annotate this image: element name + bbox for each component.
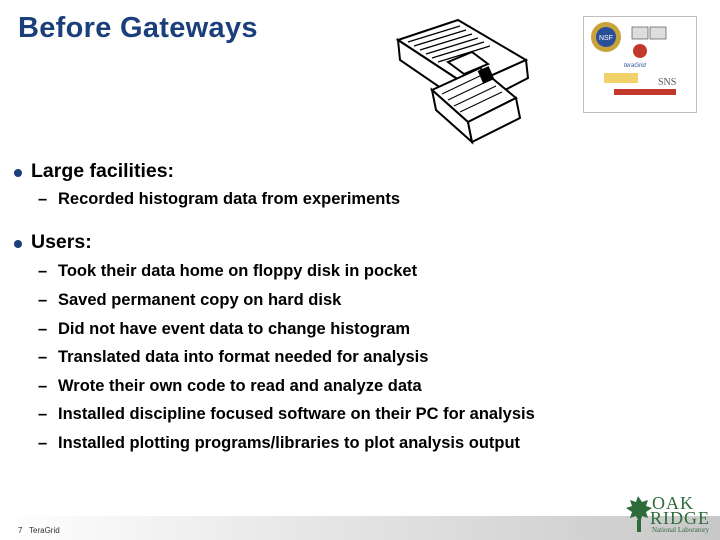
list-item: – Took their data home on floppy disk in pocket xyxy=(38,262,418,280)
partner-logos xyxy=(583,16,697,113)
list-item: – Recorded histogram data from experiments xyxy=(38,190,401,208)
svg-text:NSF: NSF xyxy=(599,35,613,42)
logos-graphic xyxy=(584,17,696,112)
section-heading: Users: xyxy=(31,231,92,253)
ornl-logo-line3: National Laboratory xyxy=(652,526,709,534)
bullet-dot xyxy=(14,169,22,177)
svg-text:SNS: SNS xyxy=(658,77,677,88)
list-item: – Translated data into format needed for analysis xyxy=(38,348,429,366)
list-item: – Installed plotting programs/libraries to plot analysis output xyxy=(38,434,521,452)
footer-bar xyxy=(0,516,720,540)
ornl-logo-line2: RIDGE xyxy=(650,508,710,528)
list-item: – Did not have event data to change histogram xyxy=(38,320,411,338)
ornl-logo-line1: OAK xyxy=(652,493,694,513)
section-heading: Large facilities: xyxy=(31,160,175,182)
list-item: – Saved permanent copy on hard disk xyxy=(38,291,342,309)
list-item: – Installed discipline focused software on their PC for analysis xyxy=(38,405,535,423)
footer-org-name: TeraGrid xyxy=(29,526,60,535)
slide-title: Before Gateways xyxy=(18,12,258,44)
bullet-dot xyxy=(14,240,22,248)
floppy-tray-clipart xyxy=(388,12,530,150)
svg-text:teraGrid: teraGrid xyxy=(624,63,646,69)
page-number: 7 xyxy=(18,526,23,535)
list-item: – Wrote their own code to read and analyze data xyxy=(38,377,422,395)
